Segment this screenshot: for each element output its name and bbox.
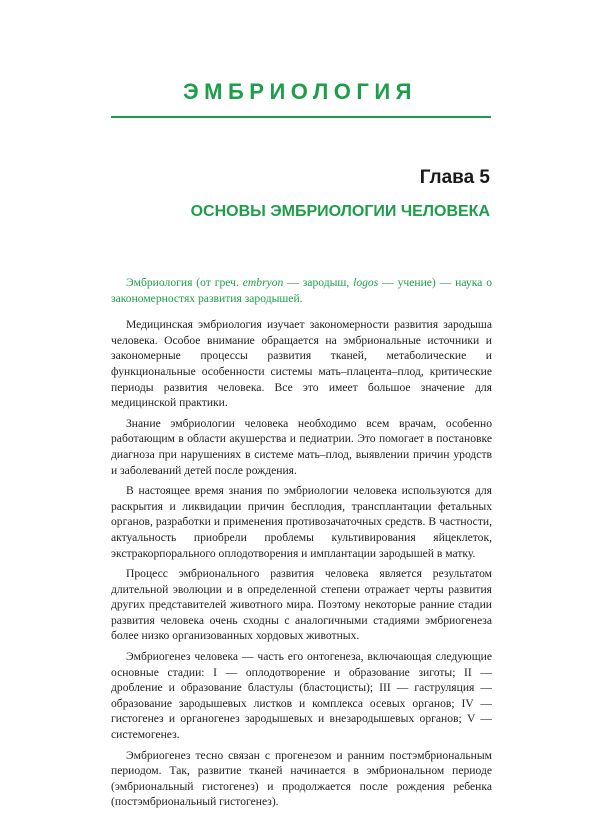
body-paragraph: Эмбриогенез тесно связан с прогенезом и ранним постэмбриональным периодом. Так, развитие тканей начинается в эмбриональном периоде (эмбриональный гистогенез) и продолжается после рождения ребенка (постэмбриональный гистогенез). [111,748,492,809]
greek-term-embryon: embryon [242,276,284,289]
body-paragraph: В настоящее время знания по эмбриологии человека используются для раскрытия и ликвидации причин бесплодия, трансплантации фетальных органов, разработки и применения противозачаточных средств. В частности, актуальность приобрели проблемы культивирования яйцеклеток, экстракорпорального оплодотворения и имплантации зародышей в матку. [111,484,492,560]
body-paragraph: Медицинская эмбриология изучает закономерности развития зародыша человека. Особое внимание обращается на эмбриональные источники и закономерные процессы развития тканей, метаболические и функциональные особенности системы мать–плацента–плод, критические периоды развития человека. Все это имеет большое значение для медицинской практики. [111,318,492,410]
body-paragraph: Процесс эмбрионального развития человека является результатом длительной эволюции и в определенной степени отражает черты развития других представителей животного мира. Поэтому некоторые ранние стадии развития человека очень сходны с аналогичными стадиями эмбриогенеза более низко организованных хордовых животных. [111,567,492,643]
definition-text: Эмбриология (от греч. [126,276,243,289]
definition-paragraph [111,275,492,306]
body-paragraph: Эмбриогенез человека — часть его онтогенеза, включающая следующие основные стадии: I — оплодотворение и образование зиготы; II — дробление и образование бластулы (бластоцисты); III — гаструляция — образование зародышевых листков и комплекса осевых органов; IV — гистогенез и органогенез зародышевых и внезародышевых органов; V — системогенез. [111,650,492,742]
body-paragraph: Знание эмбриологии человека необходимо всем врачам, особенно работающим в области акушерства и педиатрии. Это помогает в постановке диагноза при нарушениях в системе мать–плод, выявлении причин уродств и заболеваний детей после рождения. [111,416,492,477]
definition-text: — учение) — наука о закономерностях развития зародышей. [111,276,492,305]
definition-text: — зародыш, [283,276,354,289]
chapter-label: Глава 5 [419,167,490,188]
section-title: ЭМБРИОЛОГИЯ [183,79,417,104]
section-divider [111,116,491,118]
chapter-title: ОСНОВЫ ЭМБРИОЛОГИИ ЧЕЛОВЕКА [190,203,490,220]
greek-term-logos: logos [353,276,379,289]
chapter-body [111,275,492,815]
